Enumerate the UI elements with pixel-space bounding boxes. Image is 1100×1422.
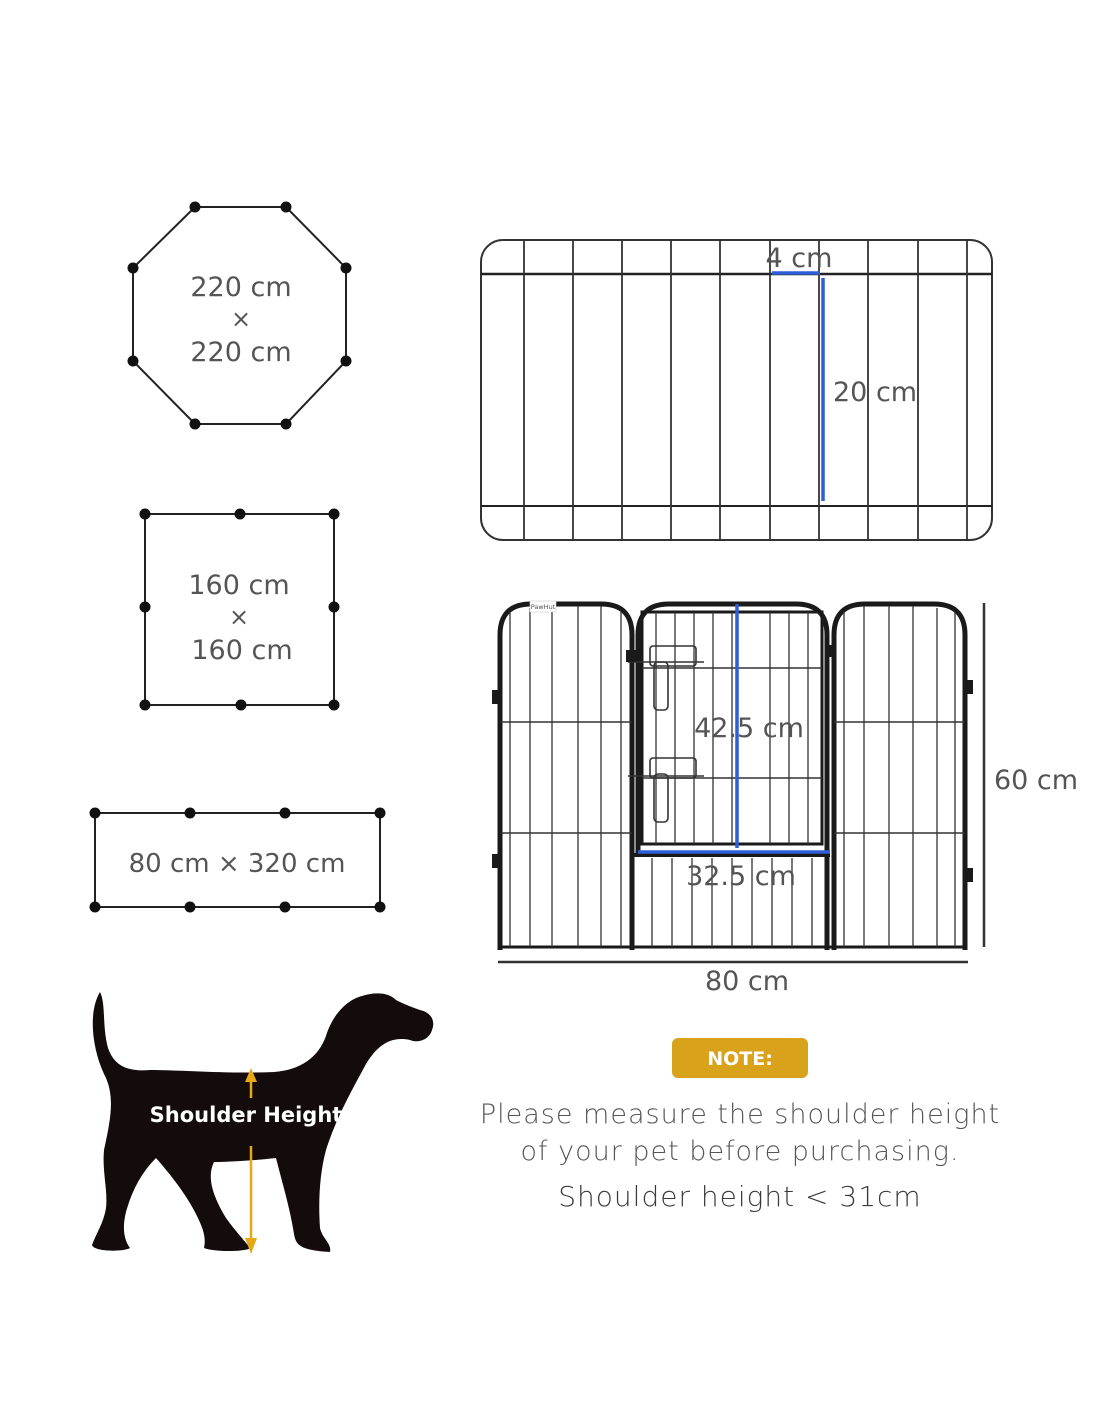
brand-tag-text: PawHut [530, 603, 556, 611]
panel-width-label: 80 cm [704, 966, 790, 997]
bar-height-label: 20 cm [833, 377, 918, 408]
front-vertical-bars [510, 606, 955, 947]
rectangle-layout [90, 808, 386, 913]
square-layout [140, 509, 340, 711]
octagon-dim-line1: 220 cm [190, 272, 292, 303]
octagon-layout [128, 202, 352, 430]
right-panel-frame [834, 604, 965, 950]
gap-label: 4 cm [765, 243, 833, 274]
dog-silhouette [92, 992, 433, 1254]
octagon-dim-line2: 220 cm [190, 337, 292, 368]
panel-top-view [481, 240, 992, 540]
door-height-label: 42.5 cm [694, 713, 804, 744]
panel-front-view [492, 601, 1078, 997]
square-dim-line1: 160 cm [188, 570, 290, 601]
square-dim-times: × [228, 603, 250, 631]
square-dim-line2: 160 cm [191, 635, 293, 666]
door-width-label: 32.5 cm [686, 861, 796, 892]
panel-height-label: 60 cm [993, 765, 1079, 796]
note-line-3: Shoulder height < 31cm [558, 1180, 922, 1213]
octagon-dim-times: × [230, 305, 252, 333]
note-badge-text: NOTE: [707, 1048, 773, 1070]
note-line-2: of your pet before purchasing. [520, 1136, 960, 1167]
left-panel-frame [500, 604, 632, 950]
shoulder-height-label: Shoulder Height [149, 1103, 343, 1127]
note-badge [672, 1038, 808, 1078]
note-line-1: Please measure the shoulder height [479, 1099, 1001, 1130]
rectangle-dim: 80 cm × 320 cm [128, 849, 346, 879]
